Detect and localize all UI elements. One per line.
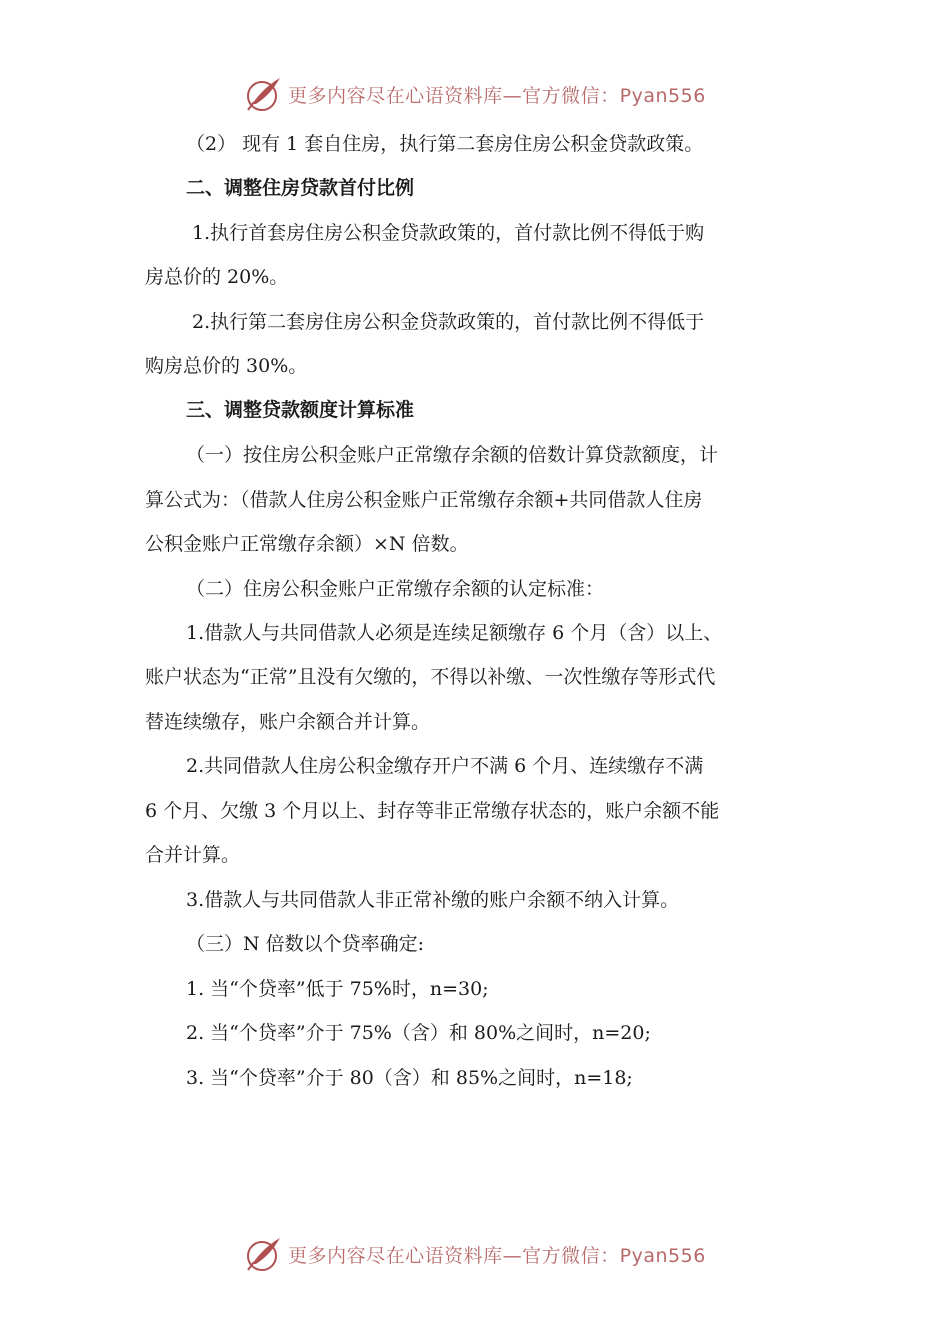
list-item: 3. 当“个贷率”介于 80（含）和 85%之间时，n=18;: [186, 1067, 633, 1089]
section-heading: 二、调整住房贷款首付比例: [186, 177, 415, 199]
paragraph-line: 替连续缴存，账户余额合并计算。: [145, 711, 431, 733]
list-item: 1. 当“个贷率”低于 75%时，n=30;: [186, 978, 489, 1000]
paragraph-line: 2.共同借款人住房公积金缴存开户不满 6 个月、连续缴存不满: [186, 755, 704, 777]
paragraph-line: （2） 现有 1 套自住房，执行第二套房住房公积金贷款政策。: [186, 133, 704, 155]
quill-logo-icon: [244, 74, 284, 114]
footer-banner-text: 更多内容尽在心语资料库—官方微信：Pyan556: [288, 1244, 706, 1267]
header-banner-text: 更多内容尽在心语资料库—官方微信：Pyan556: [288, 84, 706, 107]
paragraph-line: 1.执行首套房住房公积金贷款政策的，首付款比例不得低于购: [192, 222, 705, 244]
header-banner: [0, 72, 950, 116]
paragraph-line: 公积金账户正常缴存余额）×N 倍数。: [145, 533, 469, 555]
paragraph-line: 2.执行第二套房住房公积金贷款政策的，首付款比例不得低于: [192, 311, 705, 333]
paragraph-line: 合并计算。: [145, 844, 241, 866]
footer-banner: [0, 1232, 950, 1276]
section-heading: 三、调整贷款额度计算标准: [186, 399, 415, 421]
paragraph-line: （三）N 倍数以个贷率确定:: [186, 933, 425, 955]
list-item: 2. 当“个贷率”介于 75%（含）和 80%之间时，n=20;: [186, 1022, 651, 1044]
paragraph-line: 房总价的 20%。: [145, 266, 289, 288]
paragraph-line: 购房总价的 30%。: [145, 355, 308, 377]
paragraph-line: 1.借款人与共同借款人必须是连续足额缴存 6 个月（含）以上、: [186, 622, 723, 644]
paragraph-line: 3.借款人与共同借款人非正常补缴的账户余额不纳入计算。: [186, 889, 680, 911]
paragraph-line: （二）住房公积金账户正常缴存余额的认定标准：: [186, 578, 605, 600]
paragraph-line: 账户状态为“正常”且没有欠缴的，不得以补缴、一次性缴存等形式代: [145, 666, 716, 688]
quill-logo-icon: [244, 1234, 284, 1274]
paragraph-line: （一）按住房公积金账户正常缴存余额的倍数计算贷款额度，计: [186, 444, 719, 466]
paragraph-line: 6 个月、欠缴 3 个月以上、封存等非正常缴存状态的，账户余额不能: [145, 800, 720, 822]
paragraph-line: 算公式为：（借款人住房公积金账户正常缴存余额+共同借款人住房: [145, 489, 703, 511]
